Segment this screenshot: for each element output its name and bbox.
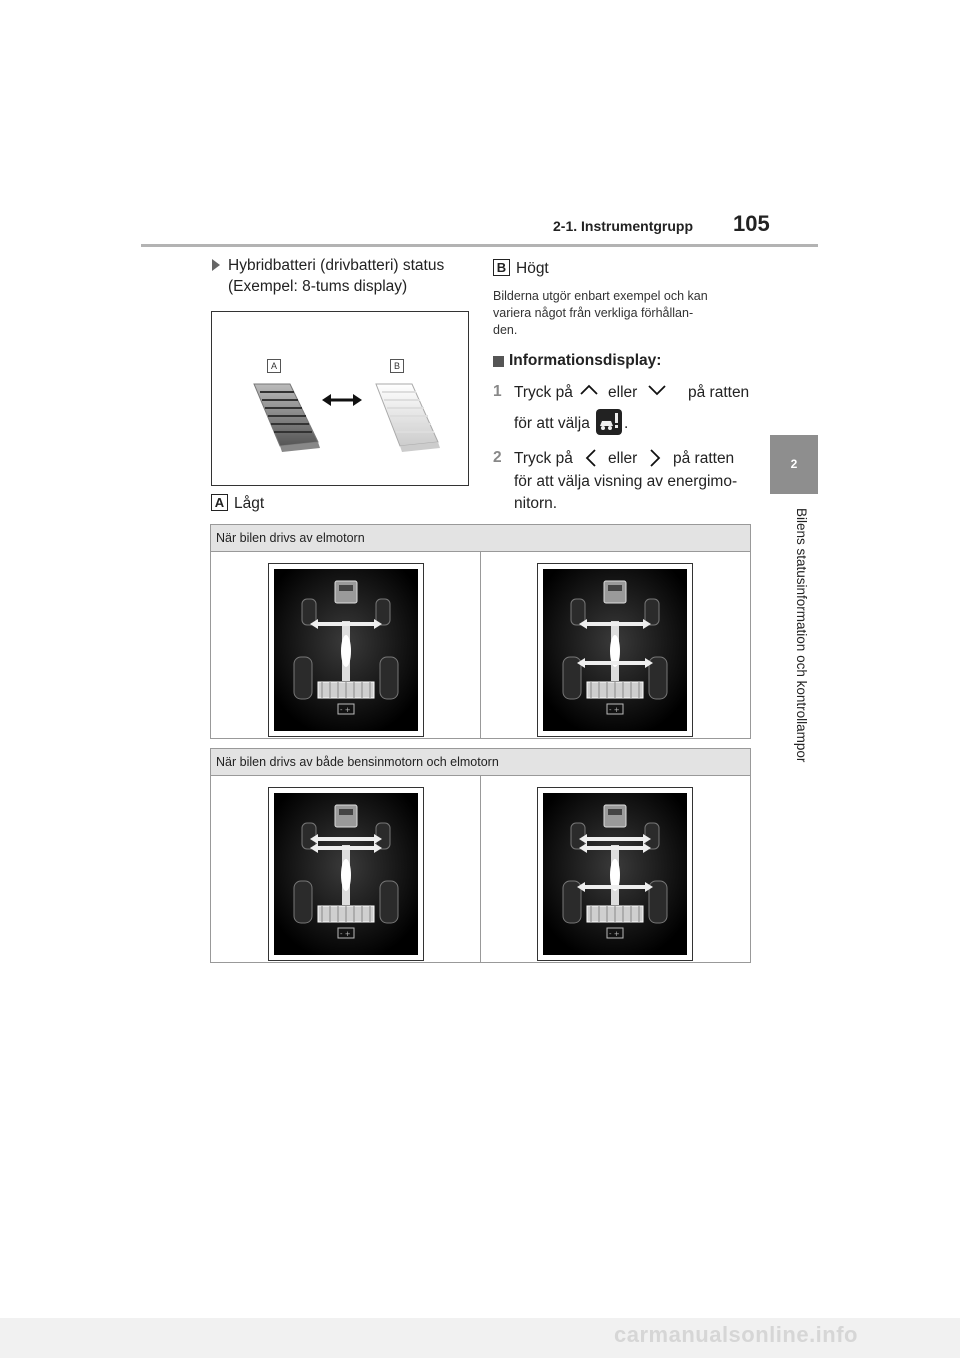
step1-text-line2: för att välja	[514, 415, 590, 432]
battery-status-figure	[211, 311, 469, 486]
header-rule	[141, 244, 818, 247]
page-number: 105	[733, 211, 770, 236]
key-b-box: B	[493, 259, 510, 276]
step1-text-b: eller	[608, 384, 638, 401]
figure-label-a: A	[267, 359, 281, 373]
table-row	[211, 552, 750, 738]
note-line1: Bilderna utgör enbart exempel och kan	[493, 289, 708, 303]
chevron-left-icon	[584, 447, 598, 469]
key-a-text: Lågt	[234, 495, 265, 512]
key-a-box: A	[211, 494, 228, 511]
energy-monitor-image	[537, 563, 693, 737]
chevron-right-icon	[648, 447, 662, 469]
chapter-tab-label: Bilens statusinformation och kontrollampor	[794, 508, 809, 763]
step2-text-c: på ratten	[673, 450, 735, 467]
step2-number: 2	[493, 449, 502, 466]
energy-monitor-image	[268, 563, 424, 737]
table-divider	[480, 552, 481, 738]
key-b	[493, 259, 510, 277]
vehicle-info-icon	[596, 409, 622, 435]
footer-watermark[interactable]: carmanualsonline.info	[614, 1322, 858, 1347]
energy-monitor-image	[268, 787, 424, 961]
heading-square-icon	[493, 356, 504, 367]
step1-text-a: Tryck på	[514, 384, 573, 401]
energy-monitor-image	[537, 787, 693, 961]
section-title: 2-1. Instrumentgrupp	[553, 218, 694, 234]
section-heading: Informationsdisplay:	[509, 352, 662, 369]
step2-text-a: Tryck på	[514, 450, 573, 467]
bullet-text-line1: Hybridbatteri (drivbatteri) status	[228, 257, 445, 274]
key-b-text: Högt	[516, 260, 549, 277]
step1-text-c: på ratten	[688, 384, 750, 401]
chevron-up-icon	[578, 383, 600, 397]
step2-text-b: eller	[608, 450, 638, 467]
key-a	[211, 494, 228, 512]
chevron-down-icon	[646, 383, 668, 397]
table-row	[211, 776, 750, 962]
battery-level-graphic	[242, 380, 442, 460]
chapter-tab-number: 2	[790, 457, 798, 471]
note-line2: variera något från verkliga förhållan-	[493, 306, 694, 320]
figure-label-b: B	[390, 359, 404, 373]
table-electric-motor	[210, 524, 751, 739]
step1-period: .	[624, 415, 629, 432]
table-hybrid-drive	[210, 748, 751, 963]
step2-text-line3: nitorn.	[514, 495, 558, 512]
step2-text-line2: för att välja visning av energimo-	[514, 473, 738, 490]
bullet-text-line2: (Exempel: 8-tums display)	[228, 278, 408, 295]
table-divider	[480, 776, 481, 962]
table-header: När bilen drivs av elmotorn	[211, 525, 750, 552]
note-line3: den.	[493, 323, 518, 337]
table-header: När bilen drivs av både bensinmotorn och elmotorn	[211, 749, 750, 776]
step1-number: 1	[493, 383, 502, 400]
bullet-triangle-icon	[212, 259, 220, 271]
